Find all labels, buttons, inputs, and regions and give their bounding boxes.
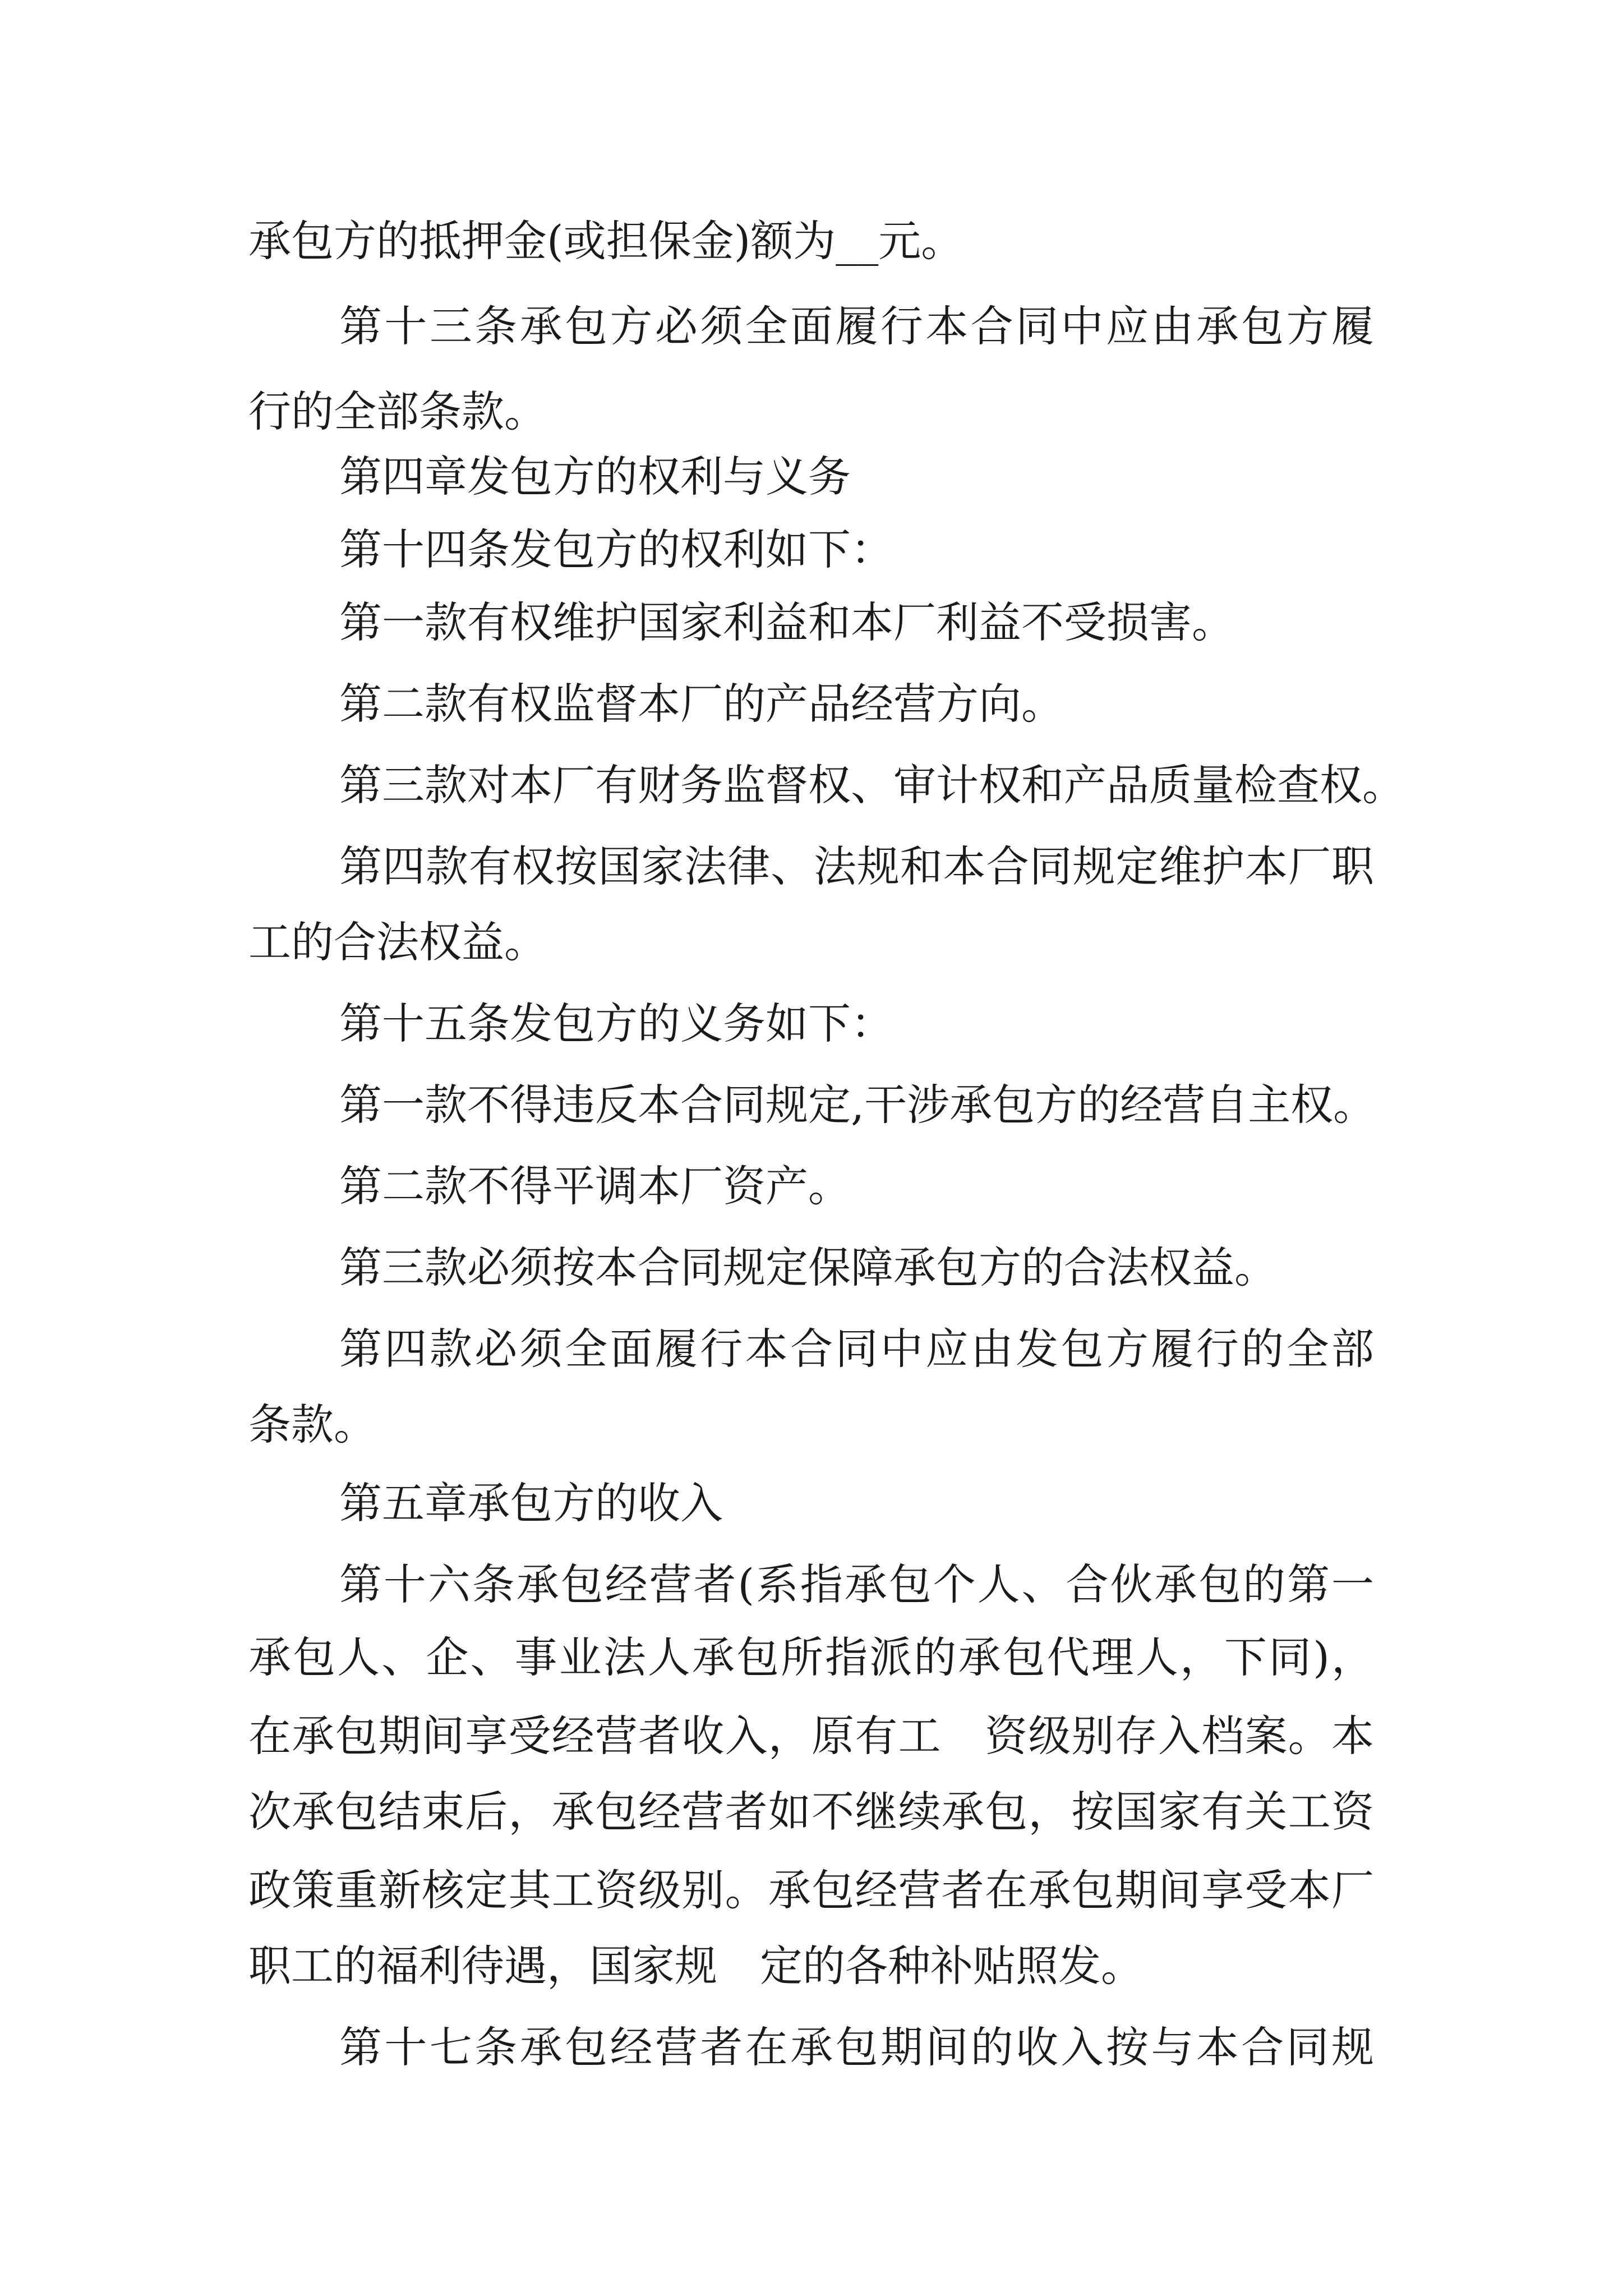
text-line: 第四款必须全面履行本合同中应由发包方履行的全部	[339, 1324, 1374, 1374]
text-line: 行的全部条款。	[248, 386, 547, 436]
text-line: 第十四条发包方的权利如下：	[339, 524, 893, 574]
text-line: 政策重新核定其工资级别。承包经营者在承包期间享受本厂	[248, 1865, 1374, 1915]
text-line: 第二款不得平调本厂资产。	[339, 1161, 851, 1211]
text-line: 第十七条承包经营者在承包期间的收入按与本合同规	[339, 2022, 1374, 2072]
section-heading: 第四章发包方的权利与义务	[339, 452, 851, 501]
text-line: 第一款不得违反本合同规定,干涉承包方的经营自主权。	[339, 1080, 1376, 1130]
text-line: 工的合法权益。	[248, 917, 547, 967]
text-line: 在承包期间享受经营者收入，原有工 资级别存入档案。本	[248, 1711, 1374, 1761]
text-line: 第四款有权按国家法律、法规和本合同规定维护本厂职	[339, 841, 1374, 891]
text-line: 第十五条发包方的义务如下：	[339, 999, 893, 1048]
text-line: 第二款有权监督本厂的产品经营方向。	[339, 679, 1064, 729]
text-line: 第十六条承包经营者(系指承包个人、合伙承包的第一	[339, 1559, 1374, 1609]
section-heading: 第五章承包方的收入	[339, 1478, 723, 1528]
text-line: 次承包结束后，承包经营者如不继续承包，按国家有关工资	[248, 1787, 1374, 1837]
text-line: 第三款必须按本合同规定保障承包方的合法权益。	[339, 1243, 1277, 1292]
text-line: 承包方的抵押金(或担保金)额为__元。	[248, 216, 964, 266]
text-line: 第十三条承包方必须全面履行本合同中应由承包方履	[339, 301, 1374, 351]
text-line: 第三款对本厂有财务监督权、审计权和产品质量检查权。	[339, 760, 1405, 810]
text-line: 条款。	[248, 1400, 376, 1450]
text-line: 第一款有权维护国家利益和本厂利益不受损害。	[339, 597, 1234, 647]
text-line: 承包人、企、事业法人承包所指派的承包代理人，下同)，	[248, 1632, 1374, 1682]
text-line: 职工的福利待遇，国家规 定的各种补贴照发。	[248, 1941, 1144, 1991]
